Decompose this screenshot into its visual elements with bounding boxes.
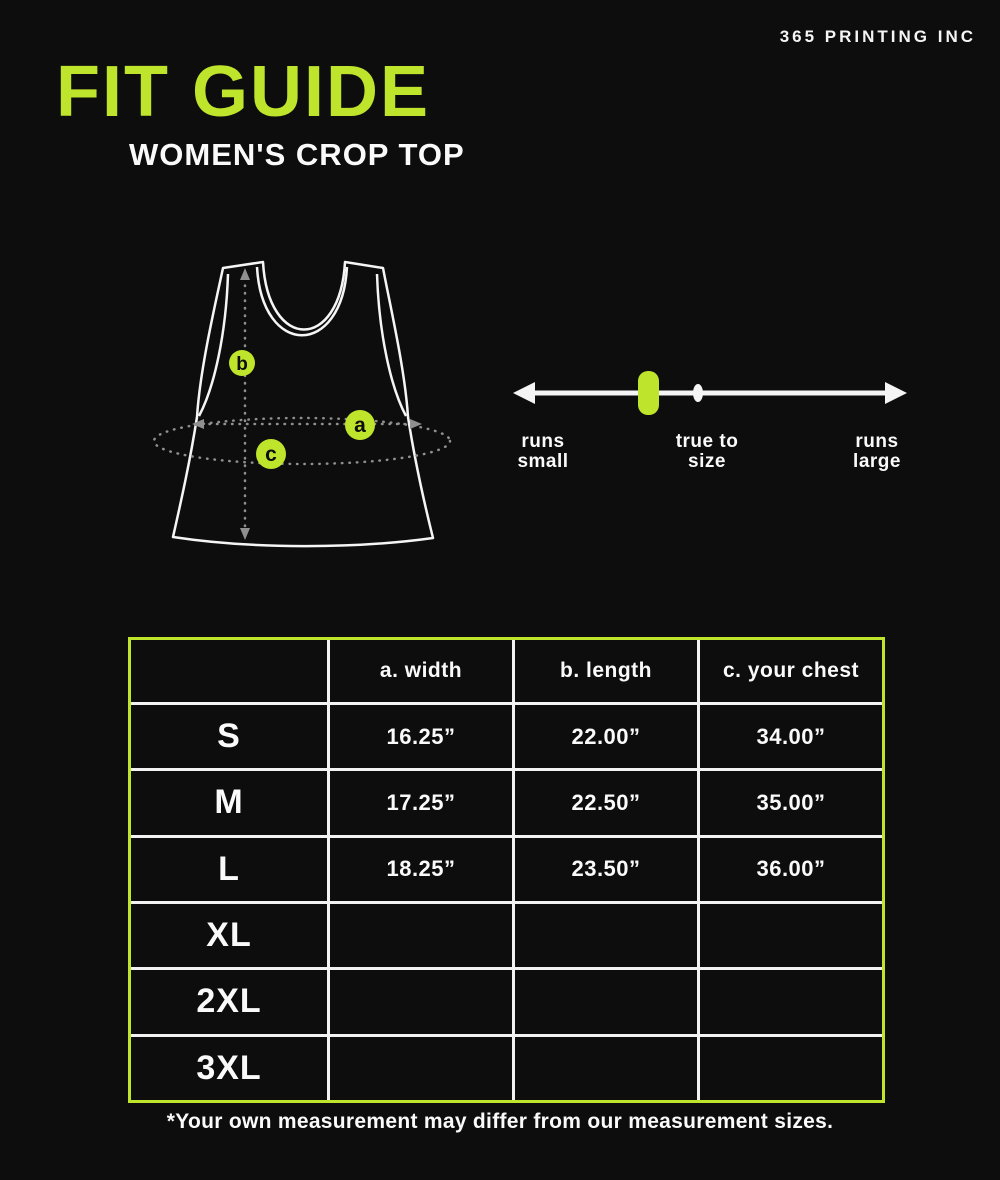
scale-label-runs-large — [853, 432, 901, 472]
table-cell-length — [515, 970, 697, 1033]
table-cell-width — [330, 970, 512, 1033]
crop-top-diagram — [140, 240, 480, 570]
table-cell-length: 23.50” — [515, 838, 697, 901]
table-cell-width: 18.25” — [330, 838, 512, 901]
arrow-up-icon — [240, 268, 250, 280]
table-cell-width: 17.25” — [330, 771, 512, 834]
table-cell-chest — [700, 970, 882, 1033]
column-header-chest: c. your chest — [700, 640, 882, 702]
table-cell-chest: 35.00” — [700, 771, 882, 834]
scale-label-runs-small — [517, 432, 568, 472]
fit-scale-axis — [505, 360, 915, 426]
arrow-down-icon — [240, 528, 250, 540]
fit-marker-pill — [638, 371, 659, 415]
size-row-label: 3XL — [131, 1037, 327, 1100]
size-row-label: M — [131, 771, 327, 834]
armhole-inner-line-right — [377, 274, 406, 416]
size-row-label: S — [131, 705, 327, 768]
tank-top-outline — [173, 262, 433, 546]
size-row-label: 2XL — [131, 970, 327, 1033]
table-cell-chest: 36.00” — [700, 838, 882, 901]
scale-label-line: true to — [675, 431, 739, 452]
table-cell-width: 16.25” — [330, 705, 512, 768]
scale-label-line: runs — [521, 431, 565, 452]
scale-label-line: size — [688, 451, 726, 472]
table-cell-chest — [700, 904, 882, 967]
marker-b — [229, 350, 255, 376]
center-tick — [693, 384, 703, 402]
fit-scale — [505, 360, 915, 480]
marker-a — [345, 410, 375, 440]
scale-label-line: large — [853, 451, 901, 472]
crop-top-illustration — [140, 240, 480, 570]
table-cell-chest — [700, 1037, 882, 1100]
brand-name: 365 PRINTING INC — [779, 27, 976, 46]
marker-a-label: a — [354, 414, 366, 437]
arrow-left-icon — [192, 419, 204, 429]
column-header-width: a. width — [330, 640, 512, 702]
size-row-label: L — [131, 838, 327, 901]
scale-label-true-to-size — [676, 432, 739, 472]
page-title: FIT GUIDE — [56, 52, 430, 132]
table-cell-length: 22.50” — [515, 771, 697, 834]
scale-arrow-right-icon — [885, 382, 907, 404]
marker-c — [256, 439, 286, 469]
table-cell-length: 22.00” — [515, 705, 697, 768]
table-cell-width — [330, 904, 512, 967]
table-corner-cell — [131, 640, 327, 702]
table-cell-length — [515, 904, 697, 967]
measurement-disclaimer: *Your own measurement may differ from our measurement sizes. — [166, 1110, 834, 1133]
armhole-inner-line-left — [199, 274, 228, 416]
table-cell-length — [515, 1037, 697, 1100]
table-cell-width — [330, 1037, 512, 1100]
size-row-label: XL — [131, 904, 327, 967]
page-subtitle: WOMEN'S CROP TOP — [129, 137, 465, 172]
marker-b-label: b — [236, 354, 248, 375]
scale-arrow-left-icon — [513, 382, 535, 404]
size-table — [128, 637, 885, 1103]
scale-label-line: runs — [855, 431, 899, 452]
marker-c-label: c — [265, 443, 277, 466]
scale-label-line: small — [517, 451, 569, 472]
table-cell-chest: 34.00” — [700, 705, 882, 768]
column-header-length: b. length — [515, 640, 697, 702]
